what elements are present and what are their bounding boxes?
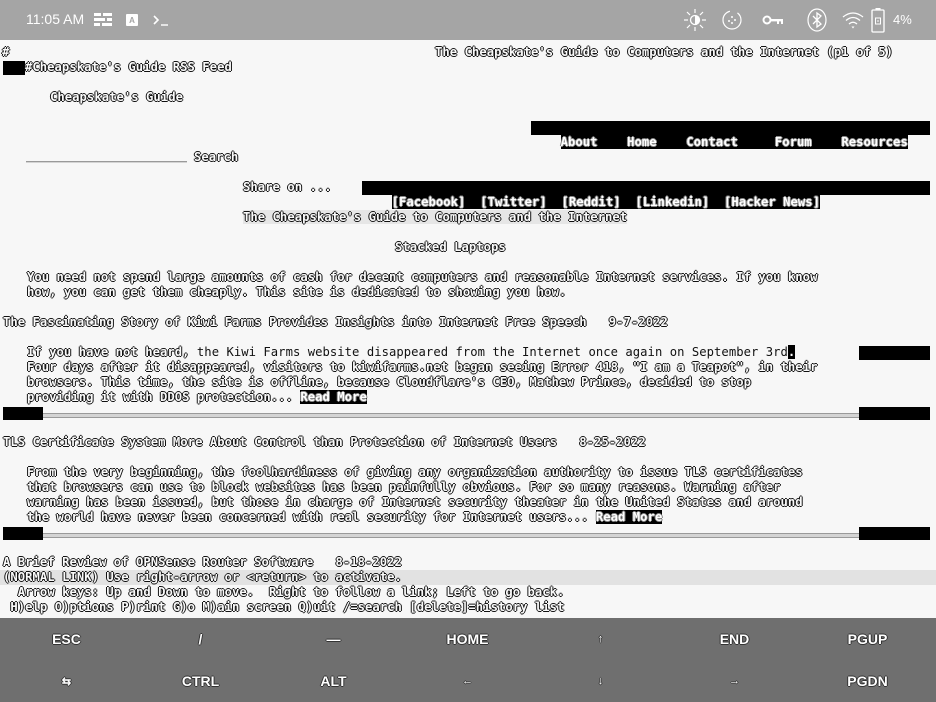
search-label: Search: [194, 150, 239, 164]
clock: 11:05 AM: [26, 11, 85, 27]
vpn-key-icon: [762, 10, 784, 30]
article-2-excerpt-line-2: that browsers can use to block websites has been painfully obvious. For so many reasons. Warning after: [27, 480, 781, 494]
separator-right-block: [859, 407, 930, 420]
wifi-icon: [841, 10, 865, 30]
separator-right-block: [859, 527, 930, 540]
nav-bar: [531, 120, 908, 149]
key-end[interactable]: END: [719, 631, 750, 647]
article-2-excerpt-line-1: From the very beginning, the foolhardiness of giving any organization authority to issue TLS certificates: [27, 465, 803, 479]
key-tab[interactable]: ⇆: [61, 675, 72, 688]
key-pgup[interactable]: PGUP: [847, 631, 888, 647]
separator-rule-1: [43, 413, 859, 418]
nav-link-home[interactable]: Home: [627, 135, 657, 149]
key-arrow-up[interactable]: ↑: [597, 633, 604, 645]
article-1-excerpt-line-4: providing it with DDOS protection... Read More: [27, 390, 367, 404]
key-arrow-down[interactable]: ↓: [597, 675, 604, 687]
article-3-date: 8-18-2022: [335, 555, 402, 569]
intro-line-2: how, you can get them cheaply. This site is dedicated to showing you how.: [27, 285, 567, 299]
article-2-excerpt-line-3: warning has been issued, but those in charge of Internet security theater in the United States and around: [27, 495, 803, 509]
share-label: Share on ...: [243, 180, 332, 194]
key-dash[interactable]: —: [326, 631, 341, 647]
article-2-read-more-link[interactable]: Read More: [595, 510, 663, 524]
battery-percent: 4%: [893, 12, 912, 27]
line-end-block: [859, 346, 930, 360]
search-input[interactable]: [26, 161, 187, 163]
dashboard-icon: [94, 10, 112, 30]
share-linkedin-link[interactable]: [Linkedin]: [635, 195, 710, 209]
key-ctrl[interactable]: CTRL: [181, 673, 220, 689]
battery-icon: [871, 10, 885, 30]
site-name: Cheapskate's Guide: [50, 90, 183, 104]
key-esc[interactable]: ESC: [52, 631, 81, 647]
key-alt[interactable]: ALT: [320, 673, 347, 689]
share-reddit-link[interactable]: [Reddit]: [561, 195, 621, 209]
article-1-title[interactable]: The Fascinating Story of Kiwi Farms Provides Insights into Internet Free Speech 9-7-2022: [3, 315, 668, 329]
nav-link-contact[interactable]: Contact: [686, 135, 738, 149]
share-twitter-link[interactable]: [Twitter]: [480, 195, 547, 209]
key-slash[interactable]: /: [198, 631, 203, 647]
site-heading: The Cheapskate's Guide to Computers and the Internet: [243, 210, 628, 224]
separator-left-block: [3, 407, 43, 420]
key-arrow-left[interactable]: ←: [462, 675, 473, 687]
extra-keys-bar: [0, 618, 936, 702]
article-1-date: 9-7-2022: [608, 315, 668, 329]
article-2-title[interactable]: TLS Certificate System More About Control than Protection of Internet Users 8-25-2022: [3, 435, 646, 449]
lynx-help-line-1: Arrow keys: Up and Down to move. Right to follow a link; Left to go back.: [3, 585, 565, 599]
rss-anchor-hash: #: [2, 45, 10, 59]
nav-link-about[interactable]: About: [560, 135, 598, 149]
article-1-excerpt-line-2: Four days after it disappeared, visitors to kiwifarms.net began seeing Error 418, "I am a Teapot", in their: [27, 360, 818, 374]
nav-link-forum[interactable]: Forum: [774, 135, 812, 149]
terminal-prompt-icon: [153, 10, 169, 30]
intro-line-1: You need not spend large amounts of cash for decent computers and reasonable Internet services. If you know: [27, 270, 818, 284]
brightness-icon: [683, 10, 707, 30]
sync-icon: [721, 10, 743, 30]
key-pgdn[interactable]: PGDN: [847, 673, 888, 689]
rss-feed-link[interactable]: #Cheapskate's Guide RSS Feed: [25, 60, 232, 74]
bluetooth-icon: [806, 10, 828, 30]
share-hackernews-link[interactable]: [Hacker News]: [724, 195, 821, 209]
key-arrow-right[interactable]: →: [729, 675, 740, 687]
svg-text:A: A: [129, 16, 135, 25]
lynx-help-line-2: H)elp O)ptions P)rint G)o M)ain screen Q)uit /=search [delete]=history list: [3, 600, 565, 614]
separator-rule-2: [43, 533, 859, 538]
image-alt-stacked-laptops: Stacked Laptops: [395, 240, 506, 254]
page-title: The Cheapskate's Guide to Computers and the Internet (p1 of 5): [435, 45, 894, 59]
article-3-title[interactable]: A Brief Review of OPNSense Router Software 8-18-2022: [3, 555, 402, 569]
android-status-bar: [0, 0, 936, 40]
lynx-status-line: (NORMAL LINK) Use right-arrow or <return> to activate.: [0, 570, 936, 585]
key-home[interactable]: HOME: [446, 631, 489, 647]
autofill-icon: [126, 10, 138, 30]
separator-left-block: [3, 527, 43, 540]
share-facebook-link[interactable]: [Facebook]: [391, 195, 466, 209]
article-1-excerpt-line-1: If you have not heard, the Kiwi Farms website disappeared from the Internet once again on September 3rd.: [27, 345, 796, 359]
article-1-excerpt-line-3: browsers. This time, the site is offline, because Cloudflare's CEO, Mathew Prince, decided to stop: [27, 375, 751, 389]
article-1-read-more-link[interactable]: Read More: [300, 390, 367, 404]
terminal-screen[interactable]: [0, 40, 936, 618]
share-links: [362, 180, 821, 209]
cursor-block: [3, 61, 25, 75]
article-2-date: 8-25-2022: [579, 435, 646, 449]
article-2-excerpt-line-4: the world have never been concerned with real security for Internet users... Read More: [27, 510, 663, 524]
nav-link-resources[interactable]: Resources: [841, 135, 908, 149]
